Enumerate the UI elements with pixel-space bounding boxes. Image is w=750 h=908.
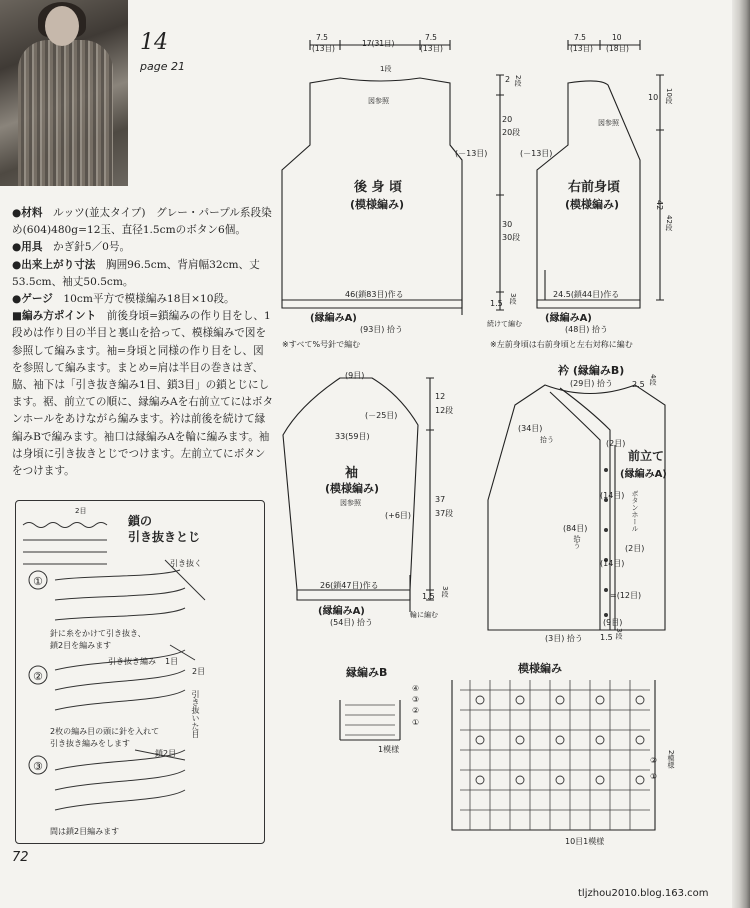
band-title: 前立て <box>628 449 665 463</box>
back-top-mid: 17(31目) <box>362 39 395 48</box>
band-pick2: 拾う <box>573 535 581 549</box>
side-low: 30 <box>502 220 513 229</box>
step2-note-1: 引き抜き編み <box>108 657 156 666</box>
sleeve-len-st: 37段 <box>435 509 454 518</box>
front-armhole: (－13目) <box>520 149 553 158</box>
sleeve-top: (9目) <box>345 371 365 380</box>
front-border: (縁編みA) <box>545 313 592 324</box>
back-top-left-st: (13目) <box>312 44 335 53</box>
front-ref: 図参照 <box>598 119 619 127</box>
collar-side-st: (34目) <box>518 424 543 433</box>
tech-title-2: 引き抜きとじ <box>128 530 201 544</box>
page-reference: page 21 <box>140 60 185 73</box>
tech-top-label: 2目 <box>75 507 87 515</box>
collar-top-st: (29目) 拾う <box>570 379 613 388</box>
buttonhole: ボタンホール <box>631 490 639 532</box>
collar-two: (2目) <box>606 439 626 448</box>
pattern-title: 模様編み <box>518 662 562 675</box>
side-mid-st: 20段 <box>502 128 521 137</box>
collar-h-st: 4段 <box>649 374 657 386</box>
collar-title: 衿 (縁編みB) <box>558 364 625 377</box>
sleeve-subtitle: (模様編み) <box>325 482 380 495</box>
band-eq: =(12目) <box>610 591 642 600</box>
edgeB-row-2: ② <box>412 706 420 715</box>
front-top-right: 10 <box>612 33 622 42</box>
size-line: ●出来上がり寸法 胸囲96.5cm、背肩幅32cm、丈53.5cm、袖丈50.5cm。 <box>12 258 260 288</box>
band-subtitle: (縁編みA) <box>620 469 667 480</box>
tech-title-1: 鎖の <box>128 514 153 528</box>
front-title: 右前身頃 <box>568 180 621 195</box>
front-note: ※左前身頃は右前身頃と左右対称に編む <box>490 340 633 349</box>
step-3: ③ <box>33 760 43 773</box>
back-note: ※すべて%号針で編む <box>282 340 361 349</box>
band-three: (3目) 拾う <box>545 634 583 643</box>
sleeve-inc: (+6目) <box>385 511 412 520</box>
sleeve-cap: (－25目) <box>365 411 398 420</box>
sleeve-pickup: (54目) 拾う <box>330 618 373 627</box>
back-pickup: (93目) 拾う <box>360 325 403 334</box>
edgeB-row-1: ① <box>412 718 420 727</box>
back-top-left: 7.5 <box>316 33 328 42</box>
side-edge-st: 3段 <box>509 293 517 305</box>
step3-caption: 間は鎖2目編みます <box>50 827 120 836</box>
front-top-right-st: (18目) <box>606 44 629 53</box>
sleeve-cap-h: 12 <box>435 392 446 401</box>
front-right-top-st: 10段 <box>665 88 673 104</box>
pattern-bottom: 10目1模様 <box>565 837 605 846</box>
front-right-top: 10 <box>648 93 659 102</box>
sleeve-edge: 1.5 <box>422 592 435 601</box>
front-right-long-st: 42段 <box>665 215 673 231</box>
gap-1: (14目) <box>600 491 625 500</box>
band-nine: (9目) <box>603 618 623 627</box>
gauge-line: ●ゲージ 10cm平方で模様編み18目×10段。 <box>12 293 235 306</box>
edgeB-title: 縁編みB <box>346 666 388 679</box>
pattern-number: 14 <box>140 30 168 55</box>
step2-note-2: 1目 <box>165 657 179 666</box>
back-armhole: (－13目) <box>455 149 488 158</box>
step1-caption-1: 針に糸をかけて引き抜き、 <box>50 629 146 638</box>
front-pickup: (48目) 拾う <box>565 325 608 334</box>
band-pick: (84目) <box>563 524 588 533</box>
front-right-long: 42 <box>655 200 664 211</box>
back-top-right: 7.5 <box>425 33 437 42</box>
sleeve-bottom: 26(鎖47目)作る <box>320 581 379 590</box>
side-continue: 続けて編む <box>487 320 522 328</box>
collar-side-pick: 拾う <box>540 436 554 444</box>
step-1: ① <box>33 575 43 588</box>
edgeB-row-4: ④ <box>412 684 420 693</box>
step2-note-3: 2目 <box>192 667 206 676</box>
source-url: tljzhou2010.blog.163.com <box>578 888 709 899</box>
band-edge: 1.5 <box>600 633 613 642</box>
edgeB-row-3: ③ <box>412 695 420 704</box>
pattern-row-2: ② <box>650 756 658 765</box>
sleeve-border: (縁編みA) <box>318 606 365 617</box>
side-top: 2 <box>505 75 511 84</box>
step2-caption-1: 2枚の編み目の頭に針を入れて <box>50 727 160 736</box>
step2-caption-2: 引き抜き編みをします <box>50 739 130 748</box>
back-neck-row: 1段 <box>380 65 392 73</box>
sleeve-width: 33(59目) <box>335 432 370 441</box>
sleeve-title: 袖 <box>345 466 359 481</box>
side-edge: 1.5 <box>490 299 503 308</box>
buttonhole-st: (2目) <box>625 544 645 553</box>
step-2: ② <box>33 670 43 683</box>
step1-caption-2: 鎖2目を編みます <box>50 641 112 650</box>
materials-line: ●材料 ルッツ(並太タイプ) グレー・パープル系段染め(604)480g=12玉、直径1.5cmのボタン6個。 <box>12 207 272 237</box>
sleeve-len: 37 <box>435 495 446 504</box>
tools-line: ●用具 かぎ針5／0号。 <box>12 241 131 254</box>
points-line: ■編み方ポイント 前後身頃=鎖編みの作り目をし、1段めは作り目の半目と裏山を拾って、模様編みで図を参照して編みます。袖=身頃と同様の作り目をし、図を参照して編みます。まとめ=肩は半目の巻きはぎ、脇、袖下は「引き抜き編み1目、鎖3目」の鎖とじにします。裾、前立ての順に、縁編みAを右前立てにはボタンホールをあけながら編みます。衿は前後を続けて縁編みBで編みます。袖口は縁編みAを輪に編みます。袖は身頃に引き抜きとじでつけます。左前立てにボタンをつけます。 <box>12 310 274 478</box>
step2-side: 引き抜いた目 <box>191 690 200 738</box>
front-bottom: 24.5(鎖44目)作る <box>553 290 620 299</box>
pattern-repeat-side: 2模様 <box>667 750 675 769</box>
sleeve-ref: 図参照 <box>340 499 361 507</box>
collar-h: 2.5 <box>632 380 645 389</box>
edgeB-repeat: 1模様 <box>378 745 400 754</box>
front-subtitle: (模様編み) <box>565 198 620 211</box>
pattern-row-1: ① <box>650 772 658 781</box>
page-number: 72 <box>12 850 29 865</box>
back-bottom: 46(鎖83目)作る <box>345 290 404 299</box>
back-title: 後 身 頃 <box>354 180 403 195</box>
step3-note: 鎖2目 <box>155 749 177 758</box>
sleeve-cap-h-st: 12段 <box>435 406 454 415</box>
side-mid: 20 <box>502 115 513 124</box>
back-top-right-st: (13目) <box>420 44 443 53</box>
step1-note: 引き抜く <box>170 559 202 568</box>
front-top-left: 7.5 <box>574 33 586 42</box>
sleeve-round: 輪に編む <box>410 611 438 619</box>
side-top-st: 2段 <box>514 75 522 87</box>
front-top-left-st: (13目) <box>570 44 593 53</box>
band-edge-st: 3段 <box>615 628 623 640</box>
sleeve-edge-st: 3段 <box>441 586 449 598</box>
back-subtitle: (模様編み) <box>350 198 405 211</box>
gap-2: (14目) <box>600 559 625 568</box>
back-border: (縁編みA) <box>310 313 357 324</box>
side-low-st: 30段 <box>502 233 521 242</box>
back-ref: 図参照 <box>368 97 389 105</box>
